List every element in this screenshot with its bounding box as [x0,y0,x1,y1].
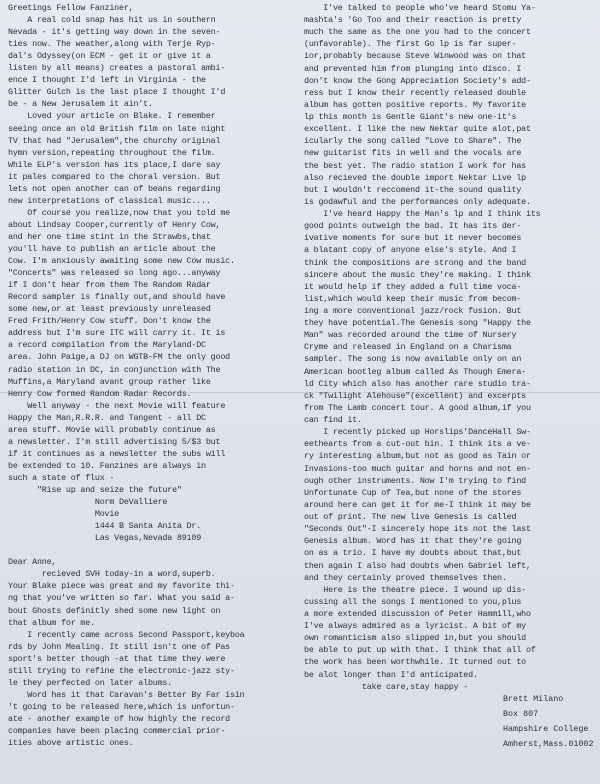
left-column-text-line: I recently came across Second Passport,keyboa [8,629,245,640]
left-column-text-line: "Rise up and seize the future" [8,485,182,495]
left-column-text-line: area stuff. Movie will probably continue as [8,424,216,435]
right-column-text-line: also recieved the double import Nektar Live lp [304,172,526,183]
right-column-text-line: I've always admired as a lyricist. A bit of my [304,621,526,632]
left-column-text-line: Nevada - it's getting way down in the seven- [8,27,221,38]
left-column-text-line: listen by all means) creates a pastoral ambi- [8,63,226,74]
right-column-text-line: they have potential.The Genesis song "Happy the [304,318,531,329]
left-column-text-line: lets not open another can of beans regarding [8,183,221,194]
signature-line: Brett Milano [503,694,564,704]
right-column-text-line: a blatant copy of anyone else's style. And I [304,245,517,256]
left-column-text-line: "Concerts" was released so long ago...anyway [8,268,221,279]
left-column-text-line: Happy the Man,R.R.R. and Tangent - all DC [8,412,206,423]
right-column-text-line: I've talked to people who've heard Stomu Ya- [304,3,536,13]
right-column-text-line: but I wouldn't reccomend it-the sound quality [304,184,522,195]
left-column-text-line: TV that had "Jerusalem",the churchy original [8,135,221,146]
left-column-text-line: Word has it that Caravan's Better By Far isin [8,689,245,700]
right-column-text-line: is godawful and the performances only adequate. [304,196,531,207]
left-column-text-line: Well anyway - the next Movie will feature [8,400,226,411]
right-column-text-line: take care,stay happy - [304,681,469,692]
left-column-text-line: you'll have to publish an article about the [8,244,216,254]
left-column-text-line: if it continues as a newsletter the subs will [8,448,226,459]
right-column-text-line: the best yet. The radio station I work for has [304,160,526,171]
left-column-text-line: address but I'm sure ITC will carry it. It is [8,328,226,339]
right-column-text-line: around here can get it for me-I think it may be [304,499,531,510]
left-column-text-line: and her one time stint in the Strawbs,that [8,231,211,242]
right-column-text-line: sincere about the music they're making. I think [304,269,531,280]
left-column-text-line: about Lindsay Cooper,currently of Henry Cow, [8,219,221,230]
right-column-text-line: on as a trio. I have my doubts about that,but [304,548,522,559]
right-column-text-line: can find it. [304,415,362,426]
left-column-text-line: 't going to be released here,which is unfortun- [8,701,235,712]
left-column-text-line: be extended to 10. Fanzines are always in [8,460,206,471]
left-column-text-line: ence I thought I'd left in Virginia - the [8,75,206,86]
right-column-text-line: think the compositions are strong and the band [304,257,526,268]
right-column-text-line: ress but I know their recently released double [304,87,526,98]
left-column-text-line: a newsletter. I'm still advertising 5/$3 but [8,436,221,447]
right-column-text-line: much the same as the one you had to the concert [304,27,531,38]
right-column-text-line: ough other instruments. Now I'm trying to find [304,475,526,486]
left-column-text-line: area. John Paige,a DJ on WGTB-FM the only good [8,352,230,363]
right-column-text-line: ivative moments for sure but it never becomes [304,233,522,244]
left-column-text-line: radio station in DC, in conjunction with The [8,364,221,375]
left-column-text-line: A real cold snap has hit us in southern [8,15,216,26]
right-column-text-line: lp this month is Gentle Giant's new one-it's [304,112,517,123]
left-column-text-line: Glitter Gulch is the last place I thought I'd [8,87,226,98]
left-column-text-line: ate - another example of how highly the record [8,713,230,724]
left-column-text-line: ng that you've written so far. What you said a- [8,593,235,604]
left-column-text-line: recieved SVH today-in a word,superb. [8,569,216,580]
left-column-text-line: Henry Cow formed Random Radar Records. [8,388,192,399]
right-column-text-line: cussing all the songs I mentioned to you,plus [304,596,522,607]
left-column-text-line: Las Vegas,Nevada 89109 [8,533,202,544]
left-column-text-line: le they perfected on later albums. [8,677,173,688]
signature-line: Box 807 [503,709,539,719]
left-column-text-line: sport's better though -at that time they were [8,653,226,664]
left-column-text-line: hymn version,repeating throughout the film. [8,147,216,158]
signature-line: Amherst,Mass.01002 [503,739,594,749]
left-column-text-line: new interpretations of classical music.... [8,195,211,206]
right-column-text-line: (unfavorable). The first Go lp is far super- [304,39,517,50]
left-column-text-line: that album for me. [8,617,95,628]
right-column-text-line: be able to put up with that. I think that all of [304,645,536,656]
left-column-text-line: ties now. The weather,along with Terje Ryp- [8,39,216,50]
right-column-text-line: ck "Twilight Alehouse"(excellent) and excerpts [304,390,526,401]
left-column-text-line: be - a New Jerusalem it ain't. [8,99,153,110]
right-column-text-line: mashta's 'Go Too and their reaction is pretty [304,15,522,26]
left-column-text-line: ities above artistic ones. [8,738,134,749]
left-column-text-line: a record compilation from the Maryland-DC [8,340,206,351]
right-column-text-line: and prevented him from plunging into disco. I [304,63,522,74]
left-column-text-line: if I don't hear from them The Random Radar [8,280,211,291]
signature-line: Hampshire College [503,724,589,734]
right-column-text-line: Man" was recorded around the time of Nursery [304,330,517,341]
left-column-text-line: still trying to refine the electronic-jazz sty- [8,665,235,676]
right-column-text-line: from The Lamb concert tour. A good album,if you [304,402,531,413]
right-column-text-line: Here is the theatre piece. I wound up dis- [304,584,526,595]
right-column-text-line: be alot longer than I'd anticipated. [304,669,478,680]
left-column-text-line: Your Blake piece was great and my favorite thi- [8,581,235,592]
right-column-text-line: ld City which also has another rare studio tra- [304,378,531,389]
left-column-text-line: Movie [8,509,119,520]
right-column-text-line: I recently picked up Horslips'DanceHall Sw- [304,427,531,438]
left-column-text-line: bout Ghosts definitly shed some new light on [8,605,221,616]
right-column-text-line: Cryme and released in England on a Charisma [304,342,512,353]
right-column-text-line: a more extended discussion of Peter Hammill,who [304,609,531,619]
right-column-text-line: "Seconds Out"-I sincerely hope its not the last [304,524,531,535]
right-column-text-line: Invasions-too much guitar and horns and not en- [304,463,531,474]
left-column-text-line: it pales compared to the choral version. But [8,171,221,182]
right-column-text-line: it would help if they added a full time voca- [304,281,522,292]
right-column-text-line: icularly the song called "Love to Share". The [304,136,522,147]
left-column-text-line: Record sampler is finally out,and should have [8,292,226,303]
right-column-text-line: good points outweigh the bad. It has its der- [304,221,522,232]
left-column-text-line: Dear Anne, [8,557,57,568]
right-column-text-line: I've heard Happy the Man's lp and I think its [304,209,541,220]
right-column-text-line: own romanticism also slipped in,but you should [304,633,526,644]
right-column-text-line: album has gotten positive reports. My favorite [304,99,526,110]
right-column-text-line: eethearts from a cut-out bin. I think its a ve- [304,439,531,450]
right-column-text-line: ing a more conventional jazz/rock fusion. But [304,306,522,316]
left-column-text-line: Greetings Fellow Fanziner, [8,3,134,13]
left-column-text-line: companies have been placing commercial prior- [8,726,226,736]
left-column-text-line: Cow. I'm anxiously awaiting some new Cow music. [8,256,235,267]
right-column-text-line: sampler. The song is now available only on an [304,354,522,365]
left-column-text-line: Loved your article on Blake. I remember [8,111,216,122]
left-column-text-line: seeing once an old British film on late night [8,123,226,134]
left-column-text-line: Norm DeValliere [8,497,168,508]
right-column-text-line: Unfortunate Cup of Tea,but none of the stores [304,487,522,498]
right-column-text-line: out of print. The new live Genesis is called [304,512,517,523]
right-column-text-line: excellent. I like the new Nektar quite alot,pat [304,124,531,135]
left-column-text-line: rds by John Mealing. It still isn't one of Pas [8,641,230,652]
left-column-text-line: such a state of flux - [8,472,115,483]
left-column-text-line: Of course you realize,now that you told me [8,207,230,218]
right-column-text-line: new guitarist fits in well and the vocals are [304,148,522,159]
right-column-text-line: then again I also had doubts when Gabriel left, [304,560,531,571]
left-column-text-line: 1444 B Santa Anita Dr. [8,521,202,532]
right-column-text-line: and they certainly proved themselves then. [304,572,507,583]
right-column-text-line: the work has been worthwhile. It turned out to [304,657,526,668]
right-column-text-line: American bootleg album called As Though Emera- [304,366,526,377]
right-column-text-line: ry interesting album,but not as good as Tain or [304,451,531,462]
right-column-text-line: ior,probably because Steve Winwood was on that [304,51,526,62]
left-column-text-line: Muffins,a Maryland avant group rather like [8,376,211,387]
right-column-text-line: list,which would keep their music from becom- [304,293,522,304]
left-column-text-line: some new,or at least previously unreleased [8,304,211,315]
left-column-text-line: Fred Frith/Henry Cow stuff. Don't know the [8,316,211,327]
left-column-text-line: While ELP's version has its place,I dare say [8,159,221,170]
right-column-text-line: Genesis album. Word has it that they're going [304,536,522,547]
left-column-text-line: dal's Odyssey(on ECM - get it or give it a [8,51,211,62]
right-column-text-line: don't know the Gong Appreciation Society's add- [304,75,531,86]
